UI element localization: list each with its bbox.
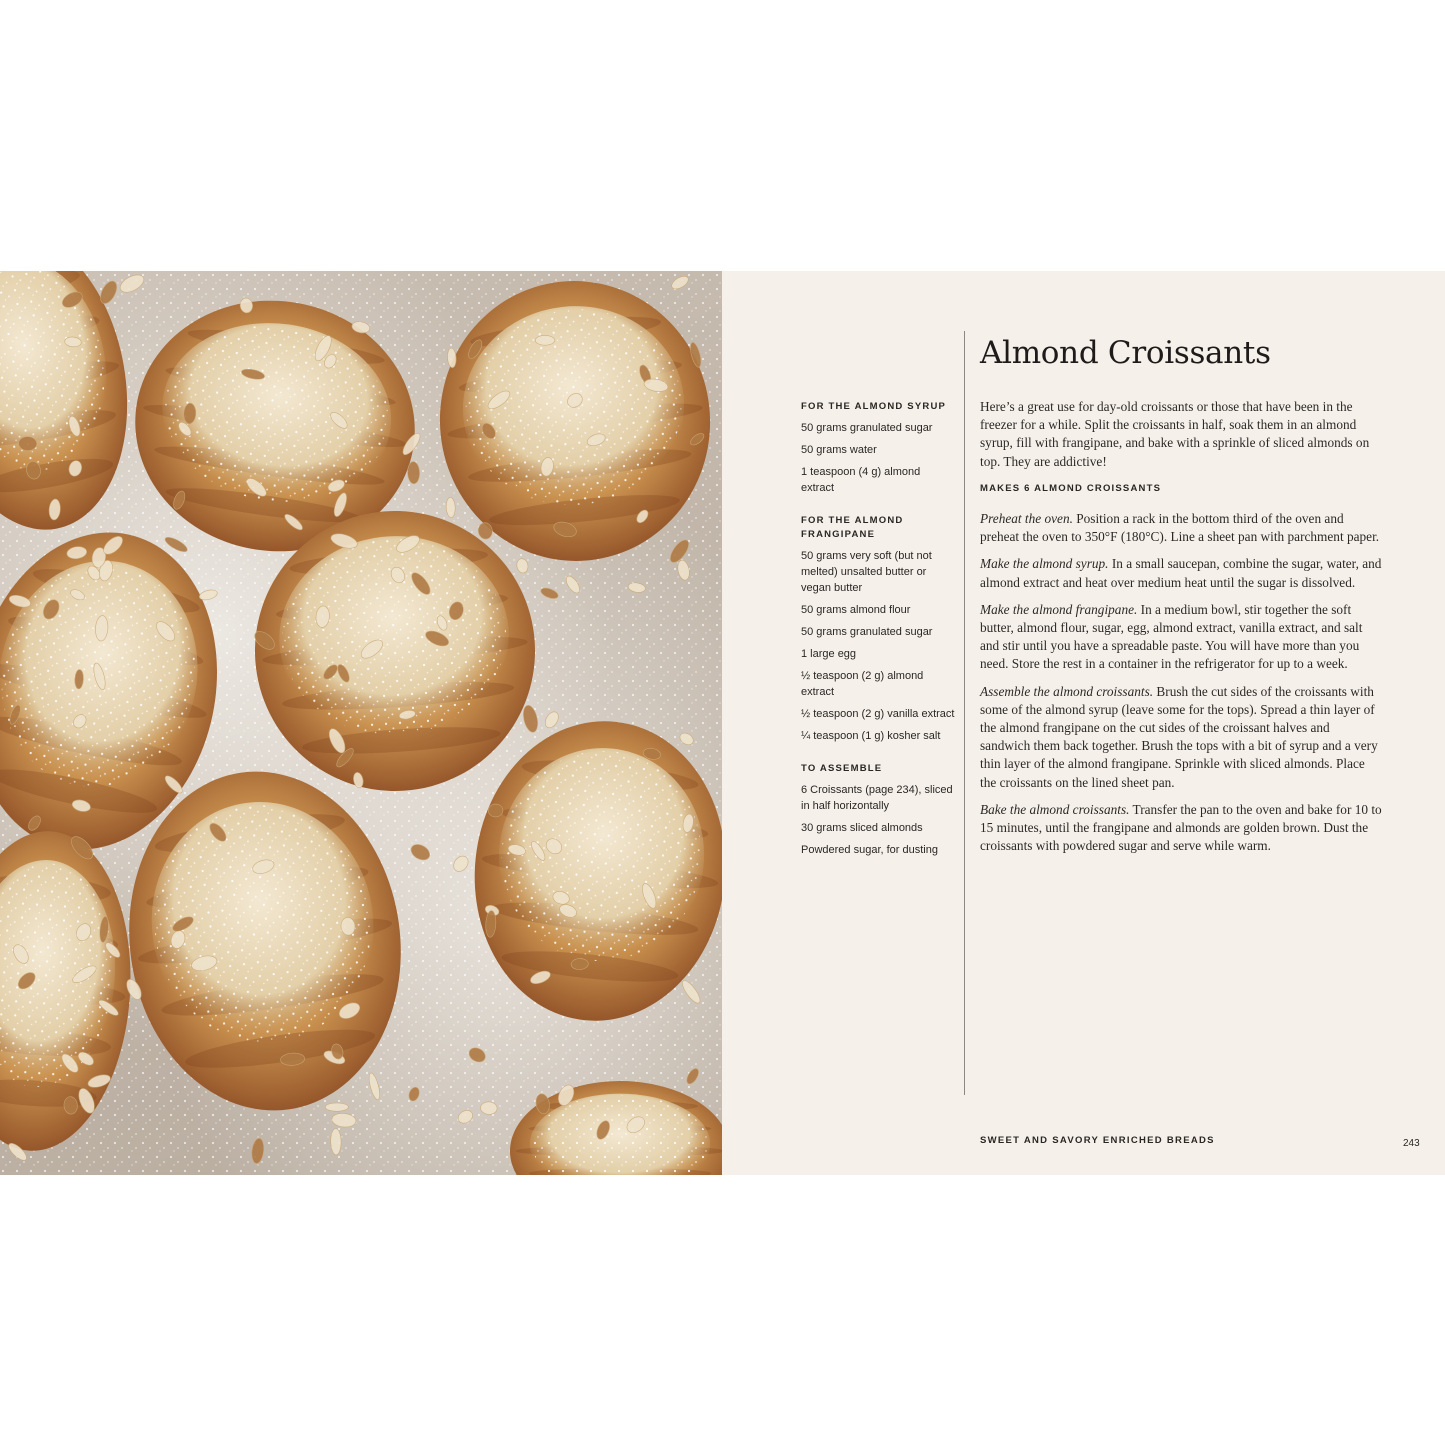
croissant-illustration (0, 271, 722, 1175)
method-step (980, 601, 1382, 674)
ingredient-item: 50 grams water (801, 444, 877, 456)
method-step (980, 801, 1382, 856)
ingredient-group-heading: FOR THE ALMOND SYRUP (801, 401, 947, 412)
method-step (980, 683, 1382, 792)
ingredients-column (801, 400, 956, 876)
step-text: Brush the cut sides of the croissants with some of the almond syrup (leave some for the tops). Spread a thin layer of the almond frangipane on the cut sides of the croissant halves and sandwich them back together. Brush the tops with a bit of syrup and a very thin layer of the almond frangipane. Sprinkle with sliced almonds. Place the croissants on the lined sheet pan. (980, 683, 1378, 790)
step-text: Transfer the pan to the oven and bake for 10 to 15 minutes, until the frangipane and almonds are golden brown. Dust the croissants with powdered sugar and serve while warm. (980, 801, 1382, 854)
method-step (980, 555, 1382, 591)
recipe-title: Almond Croissants (980, 335, 1271, 371)
croissant-photo (0, 271, 722, 1175)
step-label: Make the almond frangipane. (980, 601, 1138, 617)
recipe-yield: MAKES 6 ALMOND CROISSANTS (980, 482, 1162, 494)
ingredient-item: 50 grams very soft (but not melted) unsalted butter or vegan butter (801, 550, 932, 594)
ingredient-item: 50 grams granulated sugar (801, 422, 933, 434)
ingredient-item: 1 large egg (801, 648, 857, 660)
ingredient-item: 50 grams almond flour (801, 604, 911, 616)
ingredient-item: 1 teaspoon (4 g) almond extract (801, 466, 921, 494)
step-label: Make the almond syrup. (980, 556, 1109, 572)
book-spread (0, 271, 1445, 1175)
step-text: In a medium bowl, stir together the soft butter, almond flour, sugar, egg, almond extract, vanilla extract, and salt and stir until you have a spreadable paste. You will have more than you need. Store the rest in a container in the refrigerator for up to a week. (980, 601, 1363, 672)
ingredient-item: ½ teaspoon (2 g) vanilla extract (801, 708, 955, 720)
sliced-almond (18, 436, 37, 451)
step-label: Bake the almond croissants. (980, 801, 1130, 817)
ingredient-item: ½ teaspoon (2 g) almond extract (801, 670, 924, 698)
recipe-page (722, 271, 1445, 1175)
ingredient-item: 50 grams granulated sugar (801, 626, 933, 638)
recipe-body (980, 398, 1382, 864)
sliced-almond (325, 1103, 348, 1111)
step-text: Position a rack in the bottom third of the oven and preheat the oven to 350°F (180°C). Line a sheet pan with parchment paper. (980, 511, 1380, 545)
ingredient-item: Powdered sugar, for dusting (801, 844, 938, 856)
sliced-almond (488, 804, 503, 817)
ingredient-group-heading: FOR THE ALMOND FRANGIPANE (801, 515, 904, 540)
page-number: 243 (1403, 1138, 1420, 1149)
recipe-intro: Here’s a great use for day-old croissants or those that have been in the freezer for a while. Split the croissants in half, soak them in an almond syrup, fill with frangipane, and bake with a sprinkle of sliced almonds on top. They are addictive! (980, 399, 1370, 469)
method-steps (980, 510, 1382, 855)
ingredient-item: 30 grams sliced almonds (801, 822, 923, 834)
ingredient-item: ¼ teaspoon (1 g) kosher salt (801, 730, 941, 742)
column-divider (964, 331, 965, 1095)
step-label: Preheat the oven. (980, 511, 1073, 527)
sliced-almond (330, 1128, 341, 1155)
step-label: Assemble the almond croissants. (980, 683, 1154, 699)
ingredient-group-heading: TO ASSEMBLE (801, 763, 883, 774)
section-footer: SWEET AND SAVORY ENRICHED BREADS (980, 1135, 1215, 1146)
ingredient-list (801, 548, 956, 744)
step-text: In a small saucepan, combine the sugar, water, and almond extract and heat over medium heat until the sugar is dissolved. (980, 556, 1382, 590)
sliced-almond (535, 335, 555, 345)
ingredient-item: 6 Croissants (page 234), sliced in half horizontally (801, 784, 953, 812)
ingredient-list (801, 420, 956, 496)
ingredient-list (801, 782, 956, 858)
method-step (980, 510, 1382, 546)
